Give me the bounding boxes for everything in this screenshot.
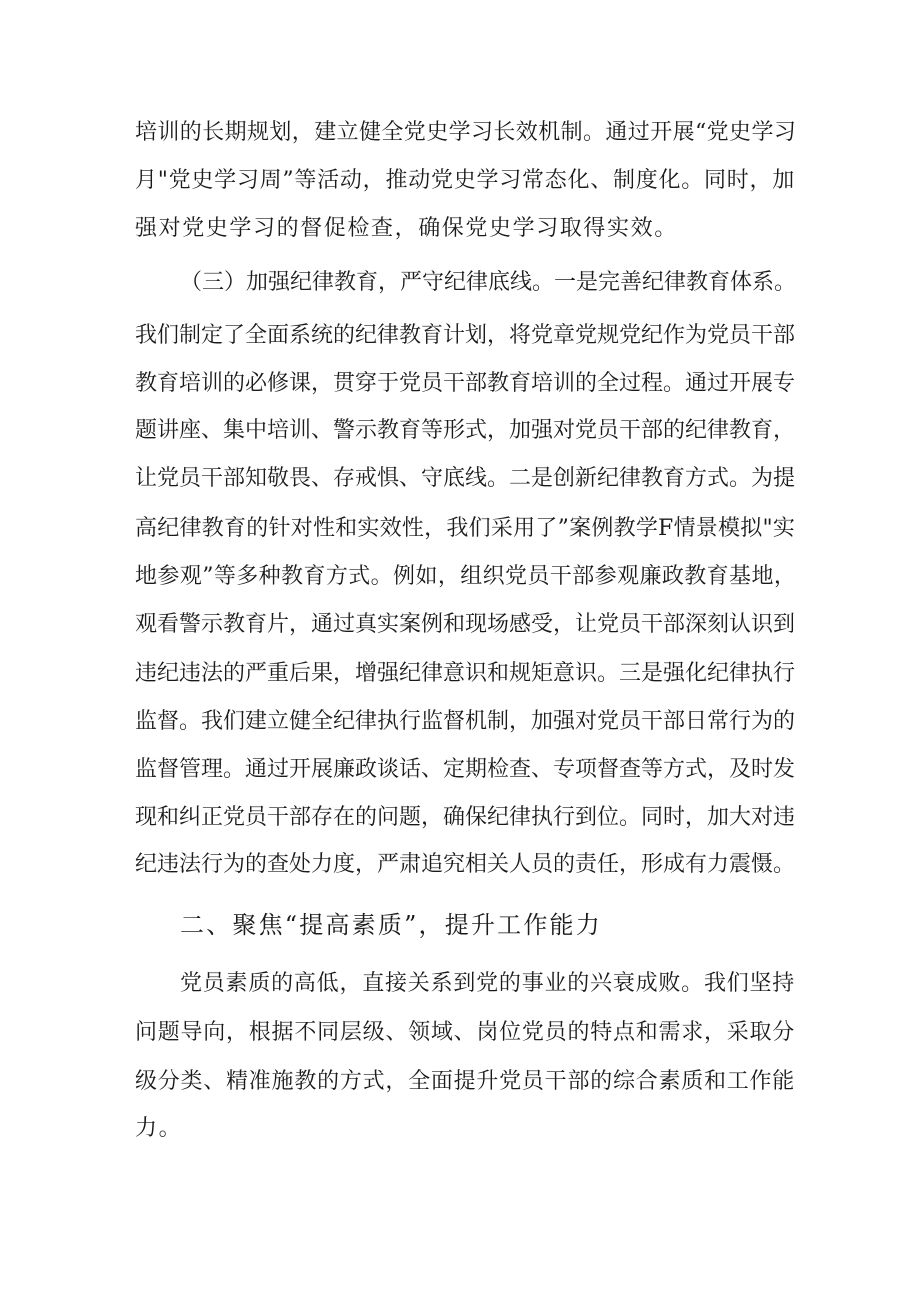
paragraph-line: 强对党史学习的督促检查，确保党史学习取得实效。 <box>135 216 678 241</box>
paragraph-line: 培训的长期规划，建立健全党史学习长效机制。通过开展“党史学习 <box>135 120 797 145</box>
paragraph-line: 问题导向，根据不同层级、领域、岗位党员的特点和需求，采取分 <box>135 1020 795 1045</box>
paragraph-line: 纪违法行为的查处力度，严肃追究相关人员的责任，形成有力震慑。 <box>135 852 796 877</box>
paragraph-line: 监督。我们建立健全纪律执行监督机制，加强对党员干部日常行为的 <box>135 709 796 734</box>
paragraph-line: 高纪律教育的针对性和实效性，我们采用了”案例教学F情景模拟"实 <box>135 516 795 541</box>
paragraph-line: 题讲座、集中培训、警示教育等形式，加强对党员干部的纪律教育， <box>135 418 796 443</box>
paragraph-line: 现和纠正党员干部存在的问题，确保纪律执行到位。同时，加大对违 <box>135 805 796 830</box>
paragraph-line: 月"党史学习周”等活动，推动党史学习常态化、制度化。同时，加 <box>135 168 795 193</box>
paragraph-line: 党员素质的高低，直接关系到党的事业的兴衰成败。我们坚持 <box>180 971 795 996</box>
paragraph-line: 地参观”等多种教育方式。例如，组织党员干部参观廉政教育基地， <box>135 564 797 589</box>
paragraph-line: 级分类、精准施教的方式，全面提升党员干部的综合素质和工作能 <box>135 1069 795 1094</box>
paragraph-line: 教育培训的必修课，贯穿于党员干部教育培训的全过程。通过开展专 <box>135 371 796 396</box>
paragraph-line: 违纪违法的严重后果，增强纪律意识和规矩意识。三是强化纪律执行 <box>135 661 796 686</box>
paragraph-line: 力。 <box>135 1116 183 1141</box>
paragraph-line: 观看警示教育片，通过真实案例和现场感受，让党员干部深刻认识到 <box>135 612 796 637</box>
paragraph-line: 让党员干部知敬畏、存戒惧、守底线。二是创新纪律教育方式。为提 <box>135 466 796 491</box>
chapter-heading: 二、聚焦“提高素质”，提升工作能力 <box>180 911 602 939</box>
section-heading-line: （三）加强纪律教育，严守纪律底线。一是完善纪律教育体系。 <box>180 270 797 295</box>
paragraph-line: 监督管理。通过开展廉政谈话、定期检查、专项督查等方式，及时发 <box>135 757 796 782</box>
paragraph-line: 我们制定了全面系统的纪律教育计划，将党章党规党纪作为党员干部 <box>135 323 796 348</box>
